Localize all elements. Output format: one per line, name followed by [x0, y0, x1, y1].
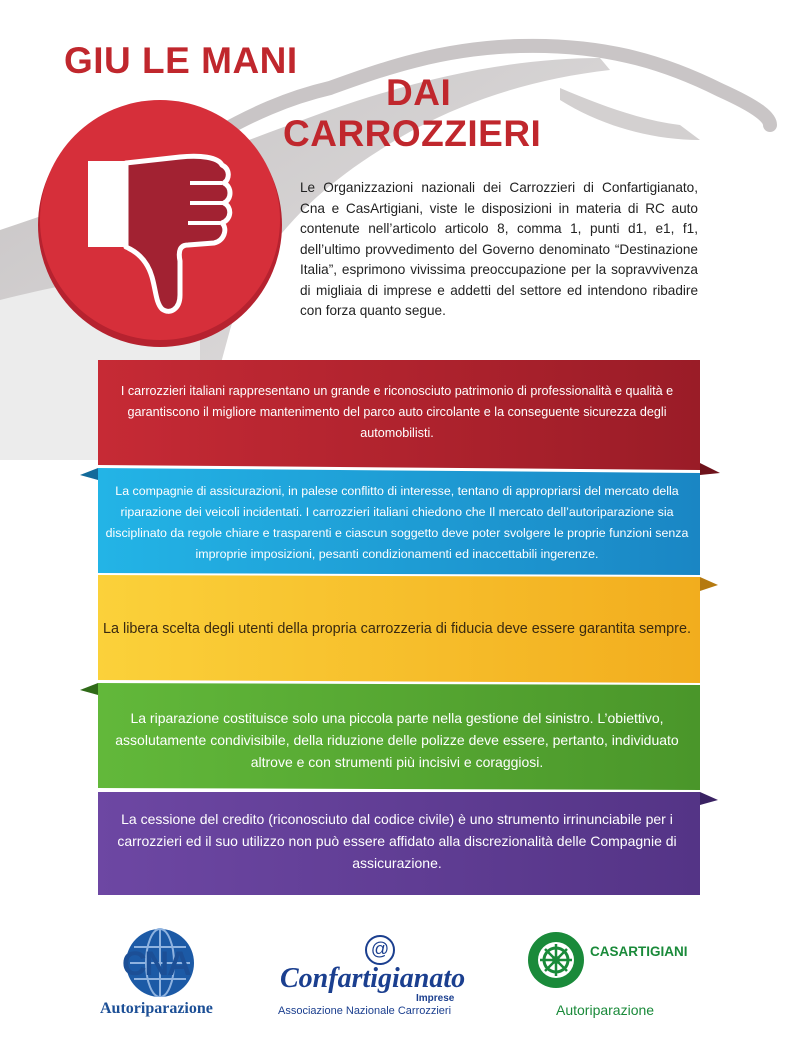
- intro-paragraph: Le Organizzazioni nazionali dei Carrozzieri di Confartigianato, Cna e CasArtigiani, viste le disposizioni in materia di RC auto contenute nell’articolo articolo 8, comma 1, punti d1, e1, f1, dell’ultimo provvedimento del Governo denominato “Destinazione Italia”, esprimono vivissima preoccupazione per la sopravvivenza di migliaia di imprese e addetti del settore ed intendono ribadire con forza quanto segue.: [300, 180, 698, 318]
- band-5-text: La cessione del credito (riconosciuto dal codice civile) è uno strumento irrinunciabile per i carrozzieri ed il suo utilizzo non può essere affidato alla discrezionalità delle Compagnie di assicurazione.: [117, 811, 677, 871]
- casartigiani-mark: CASARTIGIANI: [590, 944, 688, 959]
- confartigianato-logo[interactable]: [276, 935, 486, 1025]
- band-3-text: La libera scelta degli utenti della propria carrozzeria di fiducia deve essere garantita sempre.: [103, 621, 691, 637]
- band-1-text: I carrozzieri italiani rappresentano un grande e riconosciuto patrimonio di professionalità e qualità e garantiscono il migliore mantenimento del parco auto circolante e la conseguente sicurezza degli automobilisti.: [120, 384, 674, 440]
- casartigiani-caption: Autoriparazione: [556, 1002, 655, 1018]
- at-icon: @: [365, 935, 395, 965]
- casartigiani-logo[interactable]: [526, 930, 706, 1025]
- ship-wheel-icon: [526, 930, 586, 990]
- title-line-1: GIU LE MANI: [64, 40, 298, 81]
- cna-mark: CNA: [122, 945, 190, 983]
- title-line-3: CARROZZIERI: [283, 113, 542, 154]
- confartigianato-caption: Associazione Nazionale Carrozzieri: [278, 1005, 452, 1017]
- thumbs-down-icon: [30, 95, 290, 355]
- band-4-text: La riparazione costituisce solo una piccola parte nella gestione del sinistro. L’obiettivo, assolutamente condivisibile, della riduzione delle polizze deve essere, pertanto, individuato altrove e con strumenti più incisivi e coraggiosi.: [115, 710, 679, 770]
- title-line-2: DAI: [386, 72, 452, 113]
- confartigianato-sub: Imprese: [416, 993, 455, 1004]
- cna-caption: Autoriparazione: [100, 1000, 213, 1017]
- confartigianato-mark: Confartigianato: [280, 963, 466, 994]
- band-2-text: La compagnie di assicurazioni, in palese conflitto di interesse, tentano di appropriarsi del mercato della riparazione dei veicoli incidentati. I carrozzieri italiani chiedono che Il mercato dell’autoriparazione sia disciplinato da regole chiare e trasparenti e ciascun soggetto deve poter svolgere le proprie funzioni senza improprie imposizioni, pesanti condizionamenti ed inaccettabili ingerenze.: [105, 484, 689, 561]
- cna-logo[interactable]: [100, 925, 240, 1025]
